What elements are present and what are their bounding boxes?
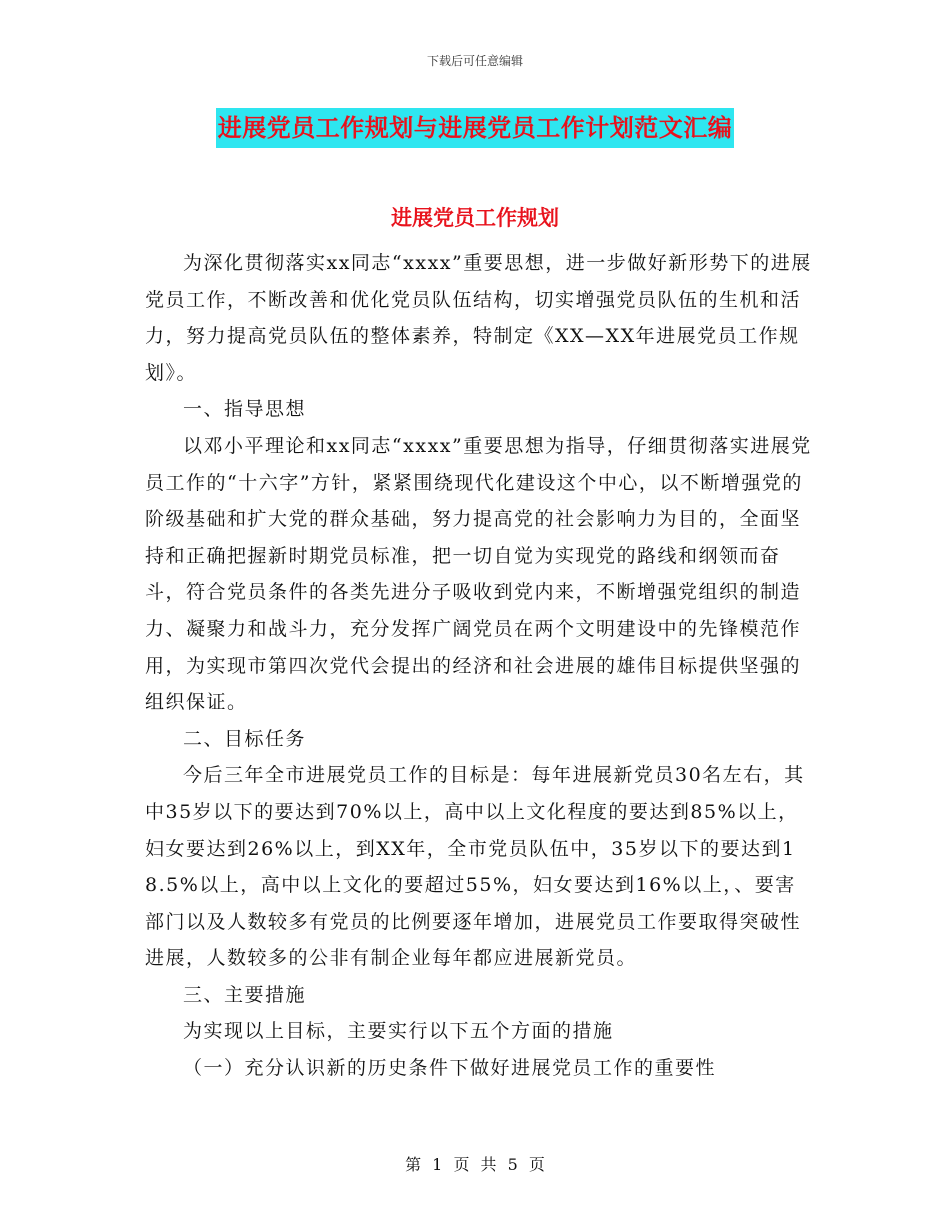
- paragraph-guiding-ideology: 以邓小平理论和xx同志“xxxx”重要思想为指导，仔细贯彻落实进展党员工作的“十六字”方针，紧紧围绕现代化建设这个中心，以不断增强党的阶级基础和扩大党的群众基础，努力提高党的社会影响力为目的，全面坚持和正确把握新时期党员标准，把一切自觉为实现党的路线和纲领而奋斗，符合党员条件的各类先进分子吸收到党内来，不断增强党组织的制造力、凝聚力和战斗力，充分发挥广阔党员在两个文明建设中的先锋模范作用，为实现市第四次党代会提出的经济和社会进展的雄伟目标提供坚强的组织保证。: [145, 434, 812, 714]
- heading-measures: 三、主要措施: [183, 983, 307, 1006]
- document-title-container: [0, 108, 950, 148]
- page-footer: 第 1 页 共 5 页: [405, 1155, 545, 1174]
- paragraph-goals: 今后三年全市进展党员工作的目标是：每年进展新党员30名左右，其中35岁以下的要达到70%以上，高中以上文化程度的要达到85%以上，妇女要达到26%以上，到XX年，全市党员队伍中，35岁以下的要达到18.5%以上，高中以上文化的要超过55%，妇女要达到16%以上，、要害部门以及人数较多有党员的比例要逐年增加，进展党员工作要取得突破性进展，人数较多的公非有制企业每年都应进展新党员。: [145, 764, 805, 970]
- document-title: 进展党员工作规划与进展党员工作计划范文汇编: [216, 108, 735, 148]
- paragraph-intro: 为深化贯彻落实xx同志“xxxx”重要思想，进一步做好新形势下的进展党员工作，不断改善和优化党员队伍结构，切实增强党员队伍的生机和活力，努力提高党员队伍的整体素养，特制定《XX—XX年进展党员工作规划》。: [145, 252, 812, 384]
- heading-goals: 二、目标任务: [183, 727, 307, 750]
- heading-guiding-ideology: 一、指导思想: [183, 398, 307, 421]
- document-body: [145, 245, 815, 1087]
- paragraph-measures-intro: 为实现以上目标，主要实行以下五个方面的措施: [183, 1020, 614, 1043]
- subheading-measure-1: （一）充分认识新的历史条件下做好进展党员工作的重要性: [183, 1057, 717, 1080]
- section-title: 进展党员工作规划: [391, 206, 559, 230]
- header-note: 下载后可任意编辑: [426, 54, 523, 68]
